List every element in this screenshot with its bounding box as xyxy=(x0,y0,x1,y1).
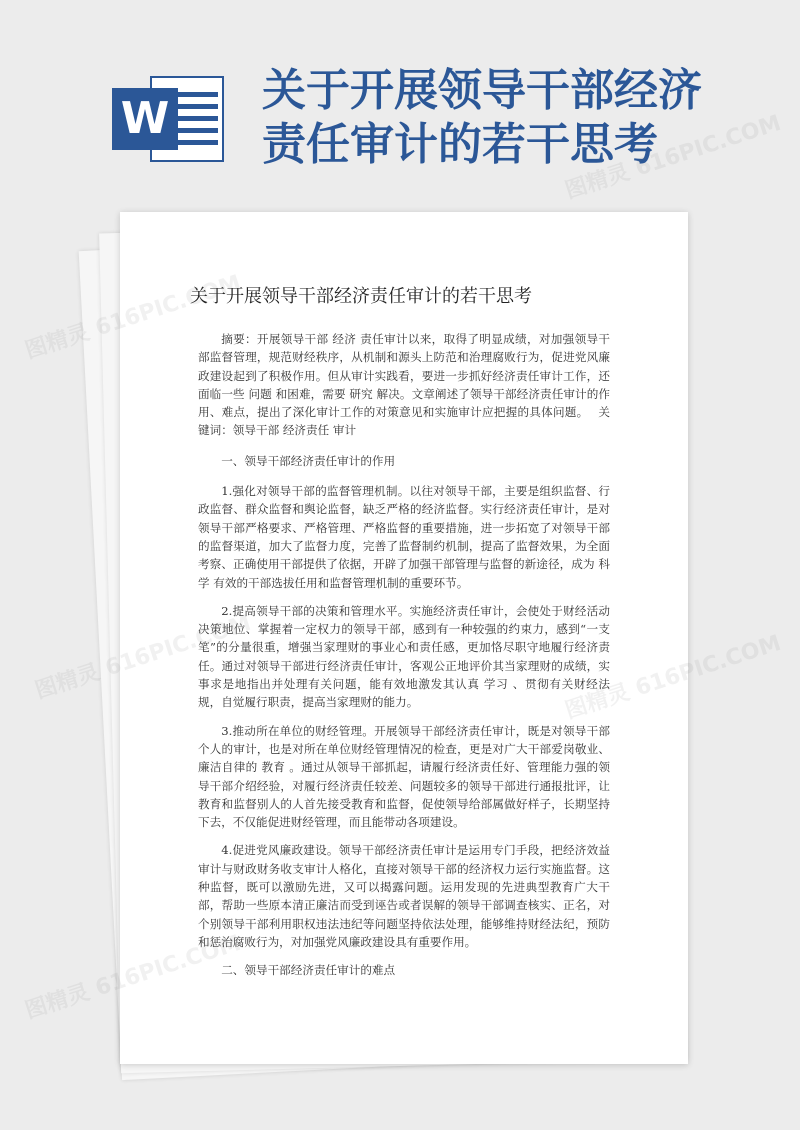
document-body xyxy=(198,330,610,992)
banner-title xyxy=(262,64,782,172)
watermark: 616PIC.COM xyxy=(632,630,785,702)
section-heading-1: 一、领导干部经济责任审计的作用 xyxy=(221,453,396,468)
word-document-icon xyxy=(112,70,228,166)
word-letter-badge: W xyxy=(112,88,178,150)
banner-title-line-2: 责任审计的若干思考 xyxy=(262,119,658,170)
watermark: 图精灵 xyxy=(22,979,93,1025)
banner-title-line-1: 关于开展领导干部经济 xyxy=(262,65,702,116)
section-heading-2: 二、领导干部经济责任审计的难点 xyxy=(221,963,396,978)
paragraph-1: 1.强化对领导干部的监督管理机制。以往对领导干部，主要是组织监督、行政监督、群众监督和舆论监督，缺乏严格的经济监督。实行经济责任审计，是对领导干部严格要求、严格管理、严格监督的重要措施，进一步拓宽了对领导干部的监督渠道，加大了监督力度，完善了监督制约机制，提高了监督效果，为全面考察、正确使用干部提供了依据，开辟了加强干部管理与监督的新途径，成为 科学 有效的干部选拔任用和监督管理机制的重要环节。 xyxy=(198,484,610,590)
document-title: 关于开展领导干部经济责任审计的若干思考 xyxy=(190,286,532,307)
abstract-paragraph: 摘要：开展领导干部 经济 责任审计以来，取得了明显成绩，对加强领导干部监督管理，规范财经秩序，从机制和源头上防范和治理腐败行为，促进党风廉政建设起到了积极作用。但从审计实践看，要进一步抓好经济责任审计工作，还面临一些 问题 和困难，需要 研究 解决。文章阐述了领导干部经济责任审计的作用、难点，提出了深化审计工作的对策意见和实施审计应把握的具体问题。 关键词：领导干部 经济责任 审计 xyxy=(198,332,610,438)
banner xyxy=(0,0,800,210)
paragraph-3: 3.推动所在单位的财经管理。开展领导干部经济责任审计，既是对领导干部个人的审计，也是对所在单位财经管理情况的检查，更是对广大干部爱岗敬业、廉洁自律的 教育 。通过从领导干部抓起，请履行经济责任好、管理能力强的领导干部介绍经验，对履行经济责任较差、问题较多的领导干部进行通报批评，让教育和监督别人的人首先接受教育和监督，促使领导给部属做好样子，长期坚持下去，不仅能促进财经管理，而且能带动各项建设。 xyxy=(198,723,610,830)
watermark: 图精灵 xyxy=(22,319,93,365)
document-page xyxy=(120,212,688,1064)
paragraph-4: 4.促进党风廉政建设。领导干部经济责任审计是运用专门手段，把经济效益审计与财政财务收支审计人格化，直接对领导干部的经济权力运行实施监督。这种监督，既可以激励先进，又可以揭露问题。运用发现的先进典型教育广大干部，帮助一些原本清正廉洁而受到诬告或者误解的领导干部调查核实、正名，对个别领导干部利用职权违法违纪等问题坚持依法处理，能够维持财经法纪，预防和惩治腐败行为，对加强党风廉政建设具有重要作用。 xyxy=(198,843,610,949)
watermark: 图精灵 616PIC.COM xyxy=(562,110,785,205)
paragraph-2: 2.提高领导干部的决策和管理水平。实施经济责任审计，会使处于财经活动决策地位、掌握着一定权力的领导干部，感到有一种较强的约束力，感到“一支笔”的分量很重，增强当家理财的事业心和责任感，更加恪尽职守地履行经济责任。通过对领导干部进行经济责任审计，客观公正地评价其当家理财的成绩，实事求是地指出并处理有关问题，能有效地激发其认真 学习 、贯彻有关财经法规，自觉履行职责，提高当家理财的能力。 xyxy=(198,603,610,710)
watermark: 图精灵 xyxy=(32,659,103,705)
